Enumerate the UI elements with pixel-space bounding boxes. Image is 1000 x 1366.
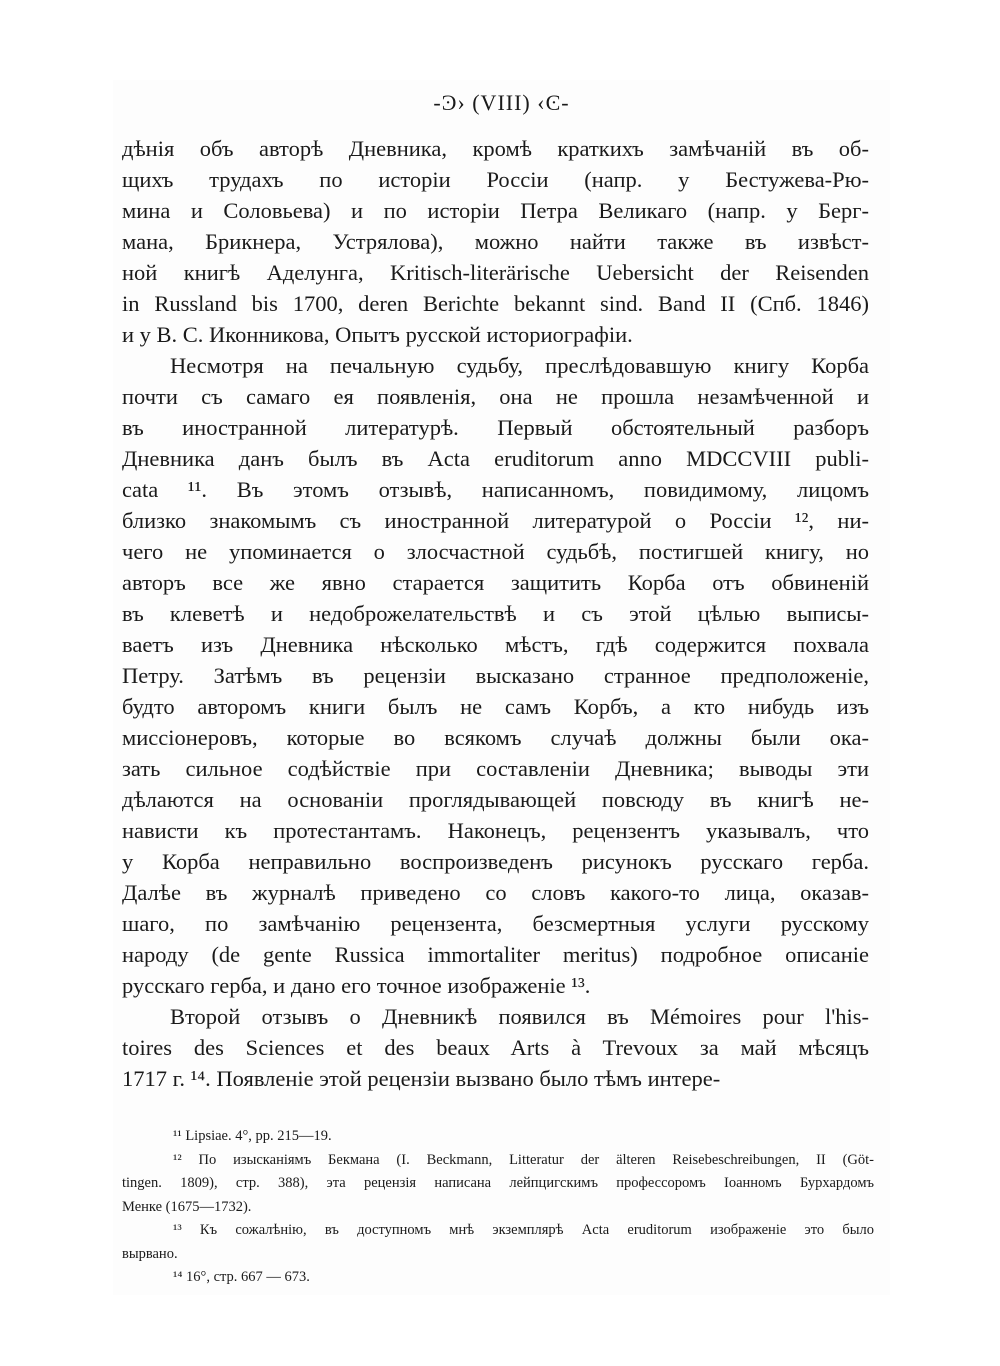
body-line: мина и Соловьева) и по исторіи Петра Великаго (напр. у Берг- — [122, 198, 869, 223]
body-line: in Russland bis 1700, deren Berichte bekannt sind. Band II (Спб. 1846) — [122, 291, 869, 316]
body-line: въ клеветѣ и недоброжелательствѣ и съ этой цѣлью выписы- — [122, 601, 869, 626]
body-line: у Корба неправильно воспроизведенъ рисунокъ русскаго герба. — [122, 849, 869, 874]
body-line: ваетъ изъ Дневника нѣсколько мѣстъ, гдѣ содержится похвала — [122, 632, 869, 657]
body-line: миссіонеровъ, которые во всякомъ случаѣ должны были ока- — [122, 725, 869, 750]
body-line: Несмотря на печальную судьбу, преслѣдовавшую книгу Корба — [170, 353, 869, 378]
body-line: шаго, по замѣчанію рецензента, безсмертныя услуги русскому — [122, 911, 869, 936]
body-line: нависти къ протестантамъ. Наконецъ, рецензентъ указывалъ, что — [122, 818, 869, 843]
footnote-line: ¹² По изысканіямъ Бекмана (I. Beckmann, Litteratur der älteren Reisebeschreibungen, II (Göt- — [173, 1151, 874, 1168]
body-line: русскаго герба, и дано его точное изображеніе ¹³. — [122, 973, 591, 998]
body-line: Второй отзывъ о Дневникѣ появился въ Mémoires pour l'his- — [170, 1004, 869, 1029]
body-line: почти съ самаго ея появленія, она не прошла незамѣченной и — [122, 384, 869, 409]
body-line: Далѣе въ журналѣ приведено со словъ какого-то лица, оказав- — [122, 880, 869, 905]
footnote-line: tingen. 1809), стр. 388), эта рецензія написана лейпцигскимъ профессоромъ Іоанномъ Бурхардомъ — [122, 1175, 874, 1191]
body-line: toires des Sciences et des beaux Arts à Trevoux за май мѣсяцъ — [122, 1035, 869, 1060]
body-line: мана, Брикнера, Устрялова), можно найти также въ извѣст- — [122, 229, 869, 254]
footnote-line: ¹¹ Lipsiae. 4°, pp. 215—19. — [173, 1128, 332, 1144]
body-line: народу (de gente Russica immortaliter meritus) подробное описаніе — [122, 942, 869, 967]
body-line: дѣлаются на основаніи проглядывающей повсюду въ книгѣ не- — [122, 787, 869, 812]
body-line: 1717 г. ¹⁴. Появленіе этой рецензіи вызвано было тѣмъ интере- — [122, 1066, 721, 1091]
page-header: -Ͽ› (VIII) ‹Ͼ- — [433, 90, 570, 115]
body-line: чего не упоминается о злосчастной судьбѣ, постигшей книгу, но — [122, 539, 869, 564]
footnote-line: ¹⁴ 16°, стр. 667 — 673. — [173, 1269, 310, 1285]
body-line: будто авторомъ книги былъ не самъ Корбъ, а кто нибудь изъ — [122, 694, 869, 719]
body-line: cata ¹¹. Въ этомъ отзывѣ, написанномъ, повидимому, лицомъ — [122, 477, 869, 502]
footnote-line: вырвано. — [122, 1245, 178, 1262]
body-line: въ иностранной литературѣ. Первый обстоятельный разборъ — [122, 415, 869, 440]
footnote-line: Менке (1675—1732). — [122, 1198, 252, 1215]
body-line: близко знакомымъ съ иностранной литературой о Россіи ¹², ни- — [122, 508, 869, 533]
footnote-line: ¹³ Къ сожалѣнію, въ доступномъ мнѣ экземплярѣ Acta eruditorum изображеніе это было — [173, 1222, 874, 1238]
body-line: авторъ все же явно старается защитить Корба отъ обвиненій — [122, 570, 869, 595]
body-line: дѣнія объ авторѣ Дневника, кромѣ краткихъ замѣчаній въ об- — [122, 136, 869, 161]
body-line: Дневника данъ былъ въ Acta eruditorum anno MDCCVIII publi- — [122, 446, 869, 471]
body-line: зать сильное содѣйствіе при составленіи Дневника; выводы эти — [122, 756, 869, 781]
body-line: ной книгѣ Аделунга, Kritisch-literärische Uebersicht der Reisenden — [122, 260, 869, 285]
body-line: и у В. С. Иконникова, Опытъ русской историографіи. — [122, 322, 633, 347]
document-page — [113, 80, 890, 1295]
body-line: Петру. Затѣмъ въ рецензіи высказано странное предположеніе, — [122, 663, 869, 688]
body-line: щихъ трудахъ по исторіи Россіи (напр. у Бестужева-Рю- — [122, 167, 869, 192]
